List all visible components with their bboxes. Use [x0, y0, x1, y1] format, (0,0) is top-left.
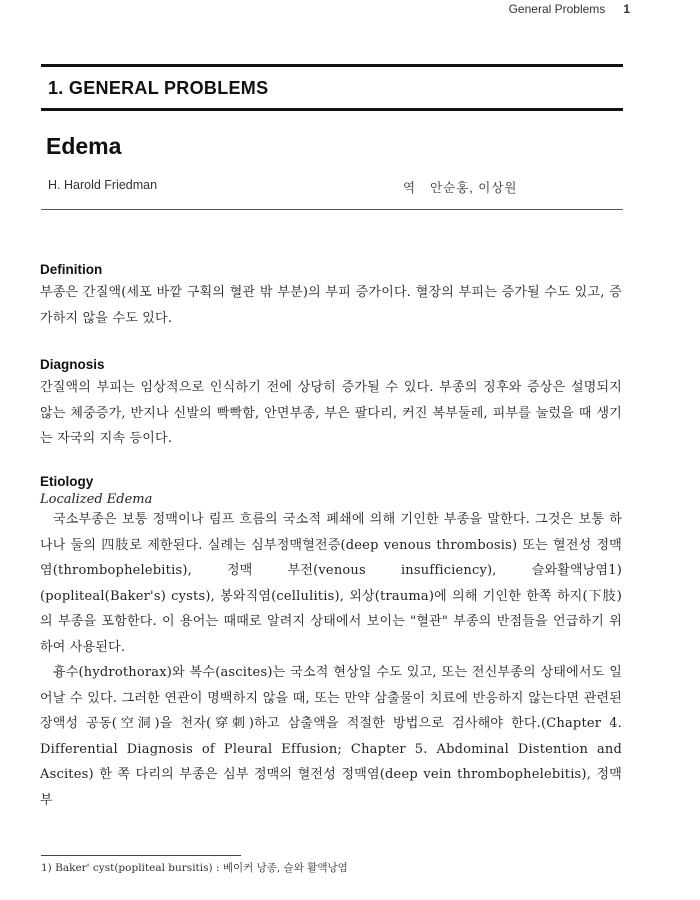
article-title: Edema	[46, 133, 122, 159]
translators: 안순홍, 이상원	[430, 181, 518, 195]
localized-edema-subheading: Localized Edema	[40, 492, 153, 507]
footnote-rule	[41, 855, 241, 856]
diagnosis-heading: Diagnosis	[40, 357, 105, 372]
diagnosis-text: 간질액의 부피는 임상적으로 인식하기 전에 상당히 증가될 수 있다. 부종의 징후와 증상은 설명되지 않는 체중증가, 반지나 신발의 빡빡함, 안면부종, 부은 팔다리, 커진 복부둘레, 피부를 눌렀을 때 생기는 자국의 지속 등이다.	[40, 380, 622, 446]
running-head-title: General Problems	[508, 2, 606, 16]
byline-rule	[41, 209, 623, 210]
running-head	[509, 2, 630, 16]
translator-label: 역	[403, 181, 417, 195]
etiology-paragraph-2: 흉수(hydrothorax)와 복수(ascites)는 국소적 현상일 수도 있고, 또는 전신부종의 상태에서도 일어날 수 있다. 그러한 연관이 명백하지 않을 때, 또는 만약 삼출물이 치료에 반응하지 않는다면 관련된 장액성 공동(空洞)을 천자(穿刺)하고 삼출액을 적절한 방법으로 검사해야 한다.(Chapter 4. Differential Diagnosis of Pleural Effusion; Chapter 5. Abdominal Distention and Ascites) 한 쪽 다리의 부종은 심부 정맥의 혈전성 정맥염(deep vein thrombophelebitis), 정맥 부	[40, 665, 622, 808]
chapter-title: 1. GENERAL PROBLEMS	[48, 78, 269, 98]
definition-text: 부종은 간질액(세포 바깥 구획의 혈관 밖 부분)의 부피 증가이다. 혈장의 부피는 증가될 수도 있고, 증가하지 않을 수도 있다.	[40, 285, 622, 326]
page-number: 1	[623, 2, 630, 16]
author: H. Harold Friedman	[48, 178, 158, 192]
translator-credit	[403, 178, 517, 196]
etiology-section	[40, 474, 622, 813]
definition-heading: Definition	[40, 262, 103, 277]
footnote: 1) Baker' cyst(popliteal bursitis) : 베이커 낭종, 슬와 활액낭염	[41, 862, 348, 874]
definition-section	[40, 262, 622, 331]
etiology-paragraph-1: 국소부종은 보통 정맥이나 림프 흐름의 국소적 폐쇄에 의해 기인한 부종을 말한다. 그것은 보통 하나나 둘의 四肢로 제한된다. 실례는 심부정맥혈전증(deep venous thrombosis) 또는 혈전성 정맥염(thrombophelebitis), 정맥 부전(venous insufficiency), 슬와활액낭염1)(popliteal(Baker's) cysts), 봉와직염(cellulitis), 외상(trauma)에 의해 기인한 한쪽 하지(下肢)의 부종을 포함한다. 이 용어는 때때로 알려지 상태에서 보이는 "혈관" 부종의 반점들을 언급하기 위하여 사용된다.	[40, 512, 622, 655]
etiology-heading: Etiology	[40, 474, 94, 489]
diagnosis-section	[40, 357, 622, 452]
top-rule	[41, 64, 623, 67]
chapter-rule	[41, 108, 623, 111]
